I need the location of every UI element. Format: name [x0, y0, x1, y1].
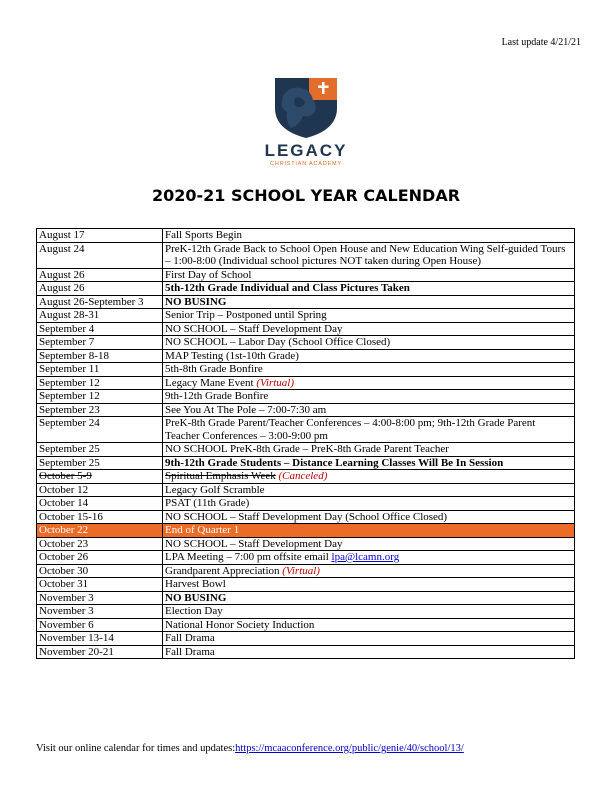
table-row: [37, 363, 575, 377]
table-row: [37, 564, 575, 578]
event-text: NO SCHOOL PreK-8th Grade – PreK-8th Grade Parent Teacher: [165, 443, 449, 455]
event-description: [163, 363, 575, 377]
event-description: [163, 551, 575, 565]
event-date: August 26-September 3: [37, 295, 163, 309]
event-date: October 30: [37, 564, 163, 578]
event-text: PreK-12th Grade Back to School Open House and New Education Wing Self-guided Tours – 1:00-8:00 (Individual school pictures NOT taken during Open House): [165, 242, 566, 267]
event-text: Grandparent Appreciation: [165, 564, 280, 577]
event-date: November 3: [37, 591, 163, 605]
table-row: [37, 537, 575, 551]
page-title: 2020-21 SCHOOL YEAR CALENDAR: [151, 186, 461, 205]
event-description: [163, 322, 575, 336]
event-text: National Honor Society Induction: [165, 618, 315, 631]
table-row: [37, 229, 575, 243]
event-date: November 13-14: [37, 632, 163, 646]
event-description: [163, 618, 575, 632]
table-row: [37, 632, 575, 646]
highlighted-row: [37, 524, 575, 538]
event-text: 9th-12th Grade Students – Distance Learning Classes Will Be In Session: [165, 456, 504, 469]
event-date: August 17: [37, 229, 163, 243]
event-description: [163, 470, 575, 484]
footer-text: Visit our online calendar for times and updates:: [36, 743, 236, 754]
event-description: [163, 524, 575, 538]
table-row: [37, 483, 575, 497]
event-description: [163, 632, 575, 646]
event-description: [163, 268, 575, 282]
event-description: [163, 456, 575, 470]
table-row: [37, 322, 575, 336]
virtual-note: (Virtual): [282, 564, 320, 577]
table-row: [37, 336, 575, 350]
event-date: August 26: [37, 268, 163, 282]
event-description: [163, 336, 575, 350]
event-text: 5th-8th Grade Bonfire: [165, 363, 263, 375]
event-description: [163, 229, 575, 243]
table-row: [37, 470, 575, 484]
table-row: [37, 282, 575, 296]
event-date: October 23: [37, 537, 163, 551]
event-text: NO BUSING: [165, 295, 227, 308]
event-text: MAP Testing (1st-10th Grade): [165, 349, 299, 362]
table-row: [37, 403, 575, 417]
event-date: September 11: [37, 363, 163, 377]
event-description: [163, 591, 575, 605]
event-description: [163, 483, 575, 497]
event-date: October 31: [37, 578, 163, 592]
table-row: [37, 349, 575, 363]
footer: [36, 743, 464, 754]
table-row: [37, 618, 575, 632]
event-date: November 20-21: [37, 645, 163, 659]
table-row: [37, 497, 575, 511]
event-date: September 7: [37, 336, 163, 350]
event-text: Legacy Mane Event: [165, 376, 254, 389]
event-text: NO BUSING: [165, 591, 227, 604]
event-description: [163, 537, 575, 551]
table-row: [37, 309, 575, 323]
event-date: October 14: [37, 497, 163, 511]
event-date: October 22: [37, 524, 163, 538]
table-row: [37, 645, 575, 659]
table-row: [37, 578, 575, 592]
event-text: Election Day: [165, 605, 223, 617]
event-text: PSAT (11th Grade): [165, 497, 250, 509]
event-date: September 25: [37, 456, 163, 470]
event-date: October 5-9: [37, 470, 163, 484]
event-description: [163, 349, 575, 363]
event-description: [163, 578, 575, 592]
event-description: [163, 295, 575, 309]
event-date: October 12: [37, 483, 163, 497]
event-text: LPA Meeting – 7:00 pm offsite email: [165, 551, 329, 563]
school-subtitle: CHRISTIAN ACADEMY: [270, 161, 342, 167]
event-text: 9th-12th Grade Bonfire: [165, 390, 269, 402]
event-description: [163, 309, 575, 323]
table-row: [37, 443, 575, 457]
event-text: NO SCHOOL – Labor Day (School Office Closed): [165, 336, 391, 348]
event-description: [163, 564, 575, 578]
event-date: September 8-18: [37, 349, 163, 363]
event-date: August 26: [37, 282, 163, 296]
event-description: [163, 403, 575, 417]
event-date: September 4: [37, 322, 163, 336]
event-description: [163, 390, 575, 404]
event-description: [163, 376, 575, 390]
event-text: See You At The Pole – 7:00-7:30 am: [165, 403, 327, 416]
lion-shield-icon: [265, 74, 347, 140]
event-description: [163, 282, 575, 296]
calendar-link[interactable]: https://mcaaconference.org/public/genie/40/school/13/: [235, 743, 464, 754]
event-date: September 12: [37, 390, 163, 404]
event-text: Senior Trip – Postponed until Spring: [165, 309, 327, 321]
event-text: NO SCHOOL – Staff Development Day (School Office Closed): [165, 510, 448, 523]
event-date: September 24: [37, 417, 163, 443]
table-row: [37, 591, 575, 605]
event-date: November 6: [37, 618, 163, 632]
event-description: [163, 497, 575, 511]
table-row: [37, 605, 575, 619]
event-date: September 12: [37, 376, 163, 390]
event-date: August 24: [37, 242, 163, 268]
table-row: [37, 242, 575, 268]
event-date: November 3: [37, 605, 163, 619]
event-date: October 15-16: [37, 510, 163, 524]
event-text: First Day of School: [165, 268, 252, 281]
table-row: [37, 268, 575, 282]
event-date: August 28-31: [37, 309, 163, 323]
event-date: September 23: [37, 403, 163, 417]
school-name: LEGACY: [264, 141, 348, 160]
last-update: Last update 4/21/21: [501, 37, 581, 48]
event-text: NO SCHOOL – Staff Development Day: [165, 537, 343, 550]
event-text: End of Quarter 1: [165, 524, 240, 536]
table-row: [37, 376, 575, 390]
event-text: PreK-8th Grade Parent/Teacher Conferences – 4:00-8:00 pm; 9th-12th Grade Parent Teacher Conferences – 3:00-9:00 pm: [165, 417, 536, 442]
event-text: Spiritual Emphasis Week: [165, 470, 276, 482]
event-text: NO SCHOOL – Staff Development Day: [165, 322, 343, 335]
event-text: Harvest Bowl: [165, 578, 226, 590]
event-description: [163, 510, 575, 524]
canceled-note: (Canceled): [278, 470, 328, 482]
event-description: [163, 242, 575, 268]
table-row: [37, 417, 575, 443]
event-description: [163, 443, 575, 457]
event-description: [163, 417, 575, 443]
event-text: Legacy Golf Scramble: [165, 483, 265, 496]
virtual-note: (Virtual): [256, 376, 295, 389]
table-row: [37, 551, 575, 565]
table-row: [37, 510, 575, 524]
event-date: October 26: [37, 551, 163, 565]
event-description: [163, 605, 575, 619]
event-text: Fall Sports Begin: [165, 229, 243, 241]
event-description: [163, 645, 575, 659]
event-text: 5th-12th Grade Individual and Class Pictures Taken: [165, 282, 410, 294]
table-row: [37, 390, 575, 404]
event-text: Fall Drama: [165, 645, 215, 658]
email-link[interactable]: lpa@lcamn.org: [331, 551, 400, 563]
calendar-table: [36, 228, 575, 659]
table-row: [37, 295, 575, 309]
table-row: [37, 456, 575, 470]
event-date: September 25: [37, 443, 163, 457]
event-text: Fall Drama: [165, 632, 215, 644]
